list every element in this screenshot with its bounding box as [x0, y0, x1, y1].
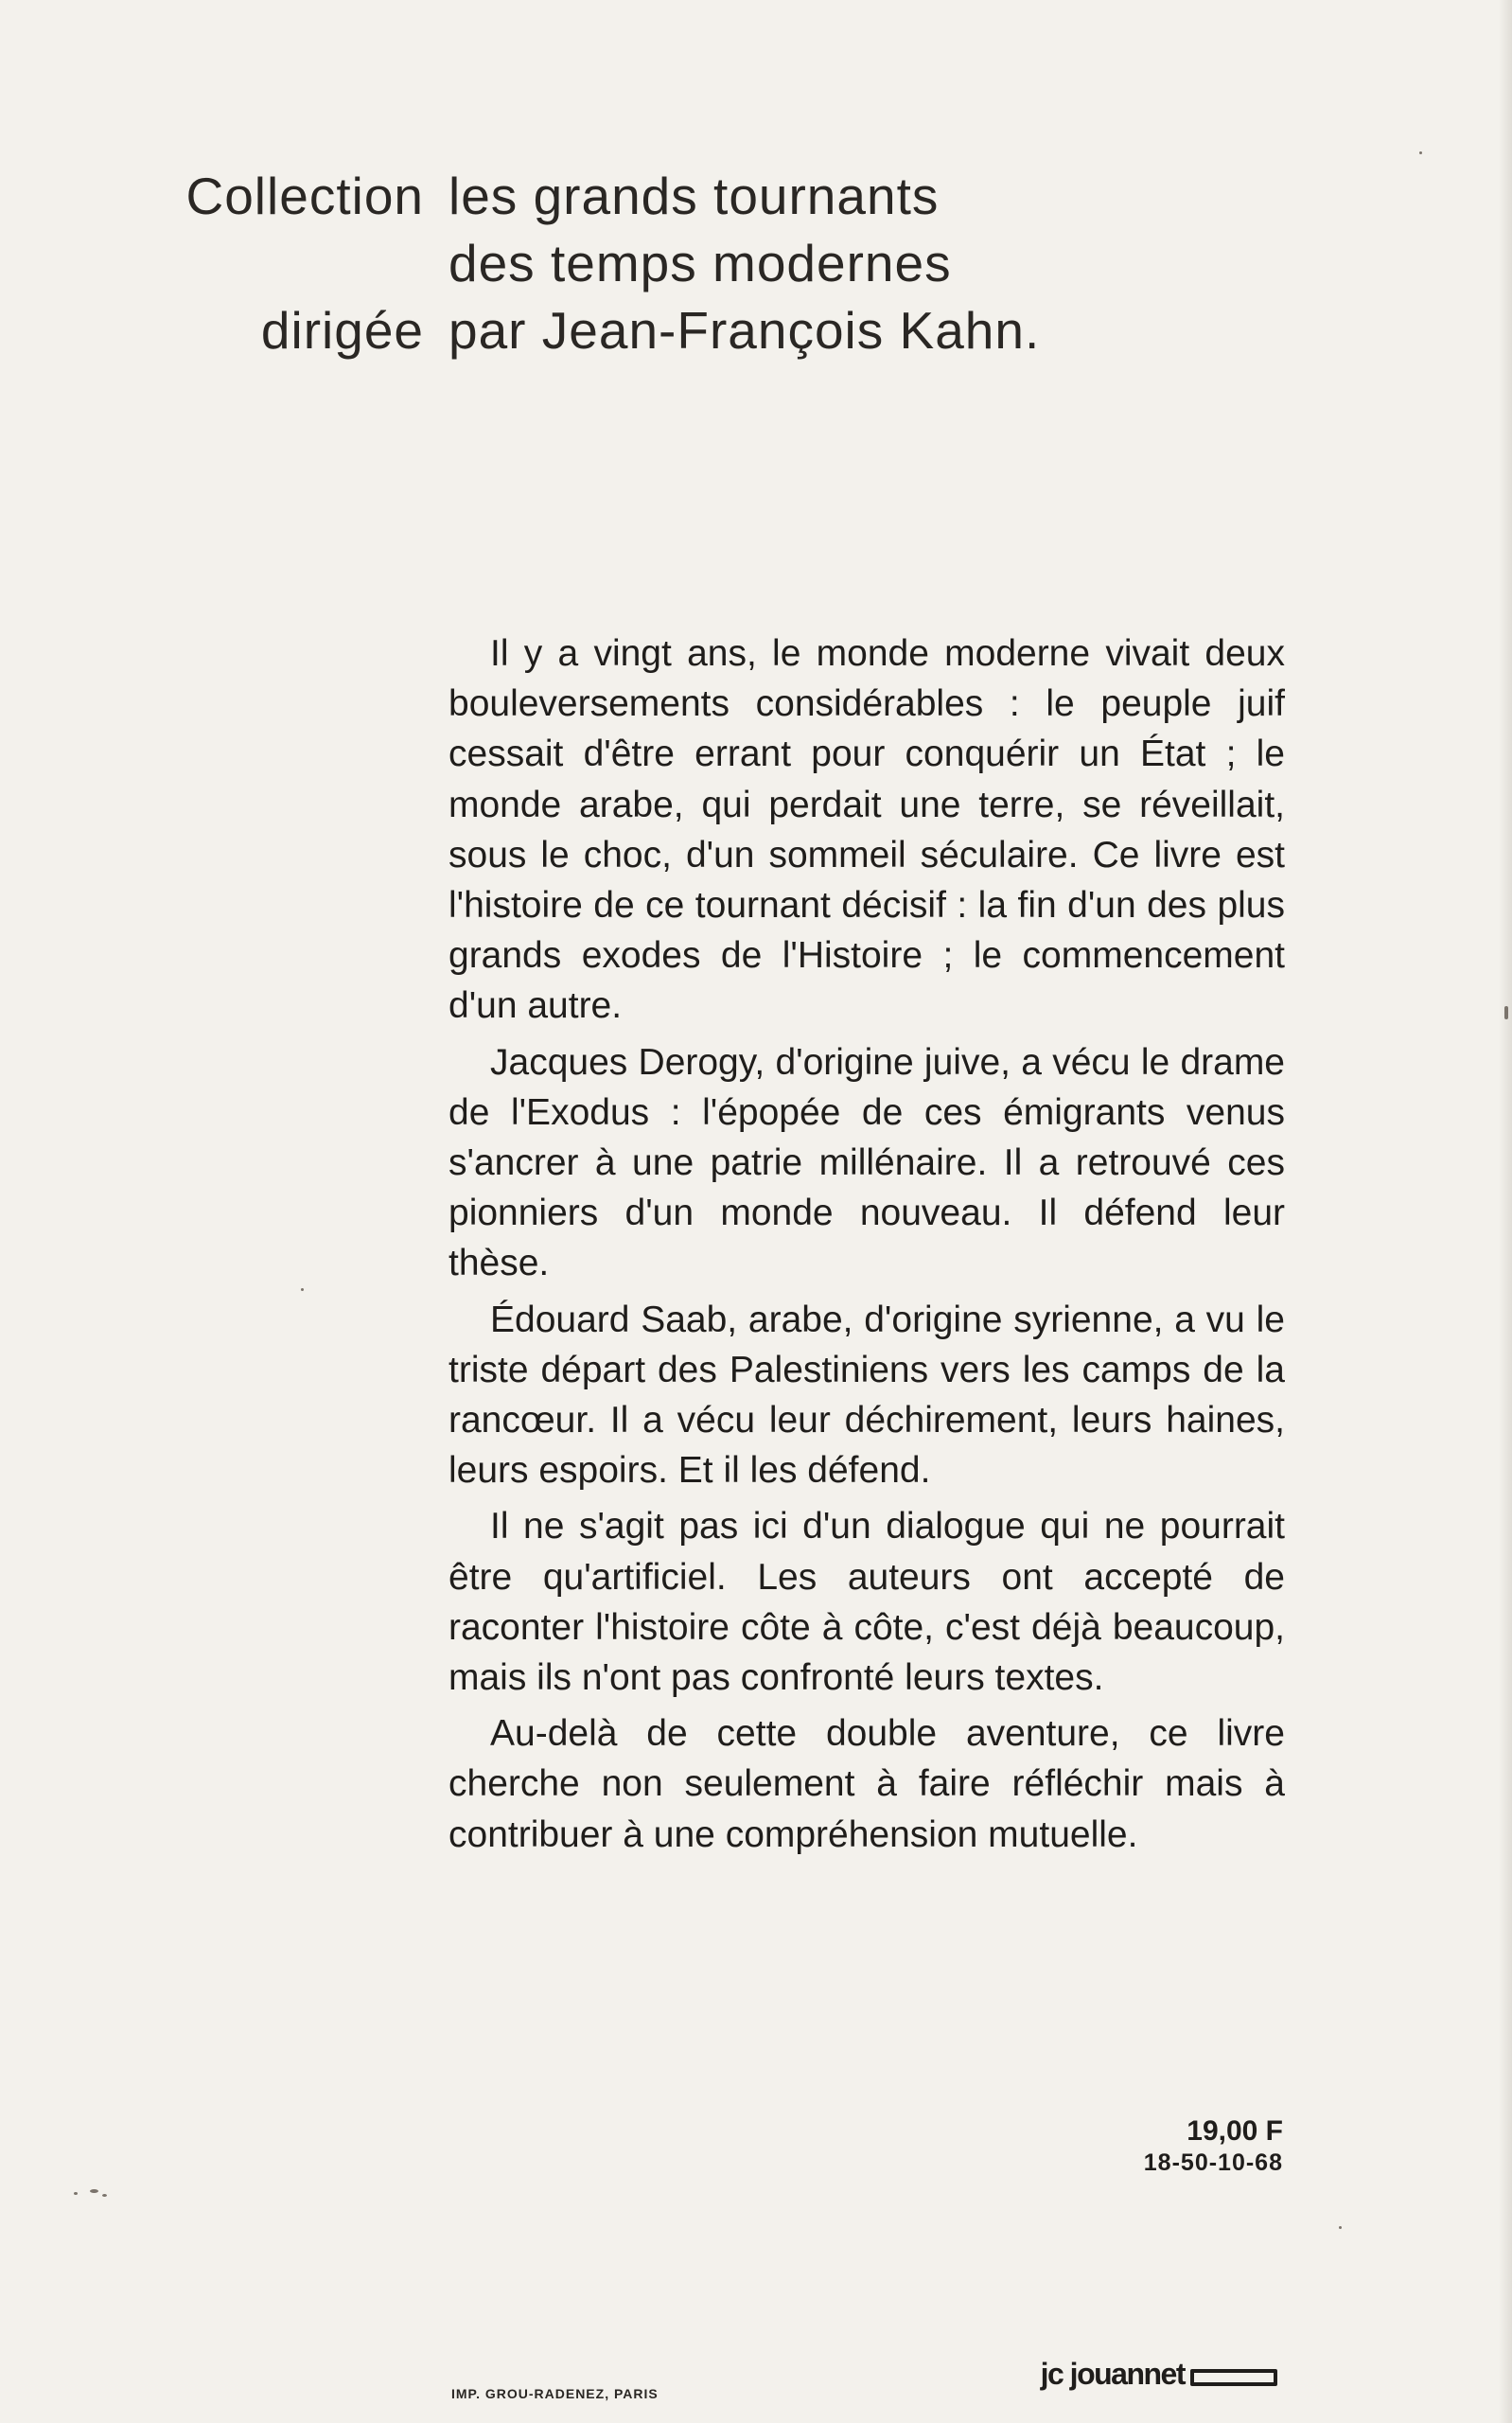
paper-speck [1504, 1006, 1508, 1019]
collection-line-left: dirigée [260, 301, 424, 360]
collection-line [151, 163, 1192, 230]
paper-speck [90, 2189, 98, 2193]
paper-speck [102, 2194, 107, 2197]
catalog-code: 18-50-10-68 [1143, 2149, 1283, 2176]
printer-credit: IMP. GROU-RADENEZ, PARIS [451, 2386, 659, 2401]
publisher-name: jc jouannet [1040, 2357, 1185, 2391]
paper-speck [1339, 2226, 1342, 2229]
collection-header [151, 163, 1192, 364]
collection-line-right: les grands tournants [448, 167, 940, 225]
paper-speck [301, 1288, 304, 1291]
collection-line-right: par Jean-François Kahn. [448, 301, 1041, 360]
blurb-paragraph: Édouard Saab, arabe, d'origine syrienne, a vu le triste départ des Palestiniens vers les camps de la rancœur. Il a vécu leur déchirement, leurs haines, leurs espoirs. Et il les défend. [448, 1299, 1285, 1492]
paper-speck [1419, 151, 1422, 154]
publisher-bar-icon [1190, 2369, 1277, 2386]
page-edge [1499, 0, 1512, 2423]
publisher-logo [1041, 2357, 1277, 2392]
blurb-paragraph: Il y a vingt ans, le monde moderne vivait deux bouleversements considérables : le peuple juif cessait d'être errant pour conquérir un État ; le monde arabe, qui perdait une terre, se réveillait, sous le choc, d'un sommeil séculaire. Ce livre est l'histoire de ce tournant décisif : la fin d'un des plus grands exodes de l'Histoire ; le commencement d'un autre. [448, 633, 1285, 1027]
collection-line [151, 230, 1192, 297]
collection-line-left: Collection [185, 167, 424, 225]
collection-line-left [151, 230, 448, 297]
price: 19,00 F [1187, 2115, 1283, 2147]
blurb-paragraph: Au-delà de cette double aventure, ce livre cherche non seulement à faire réfléchir mais à contribuer à une compréhension mutuelle. [448, 1713, 1285, 1855]
price-block [1144, 2114, 1283, 2177]
collection-line [151, 297, 1192, 364]
collection-line-right: des temps modernes [448, 234, 952, 292]
paper-speck [74, 2192, 78, 2195]
blurb-paragraph: Il ne s'agit pas ici d'un dialogue qui ne pourrait être qu'artificiel. Les auteurs ont accepté de raconter l'histoire côte à côte, c'est déjà beaucoup, mais ils n'ont pas confronté leurs textes. [448, 1506, 1285, 1699]
back-cover-blurb [448, 628, 1285, 1866]
blurb-paragraph: Jacques Derogy, d'origine juive, a vécu le drame de l'Exodus : l'épopée de ces émigrants venus s'ancrer à une patrie millénaire. Il a retrouvé ces pionniers d'un monde nouveau. Il défend leur thèse. [448, 1041, 1285, 1284]
